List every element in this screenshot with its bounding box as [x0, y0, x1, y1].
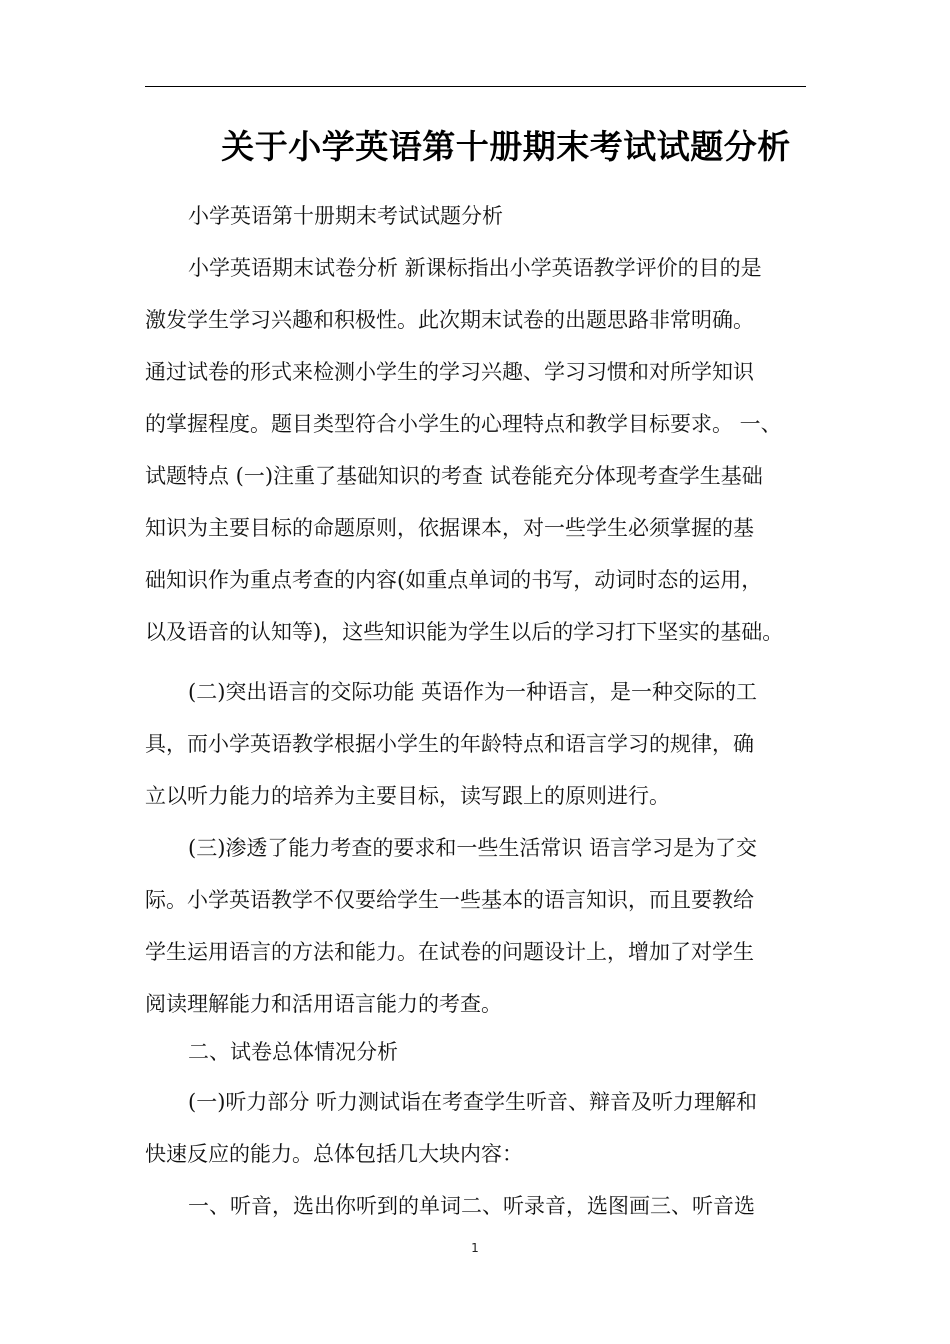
- paragraph-line: 础知识作为重点考查的内容(如重点单词的书写，动词时态的运用，: [145, 568, 763, 592]
- section-heading: 二、试卷总体情况分析: [188, 1040, 398, 1064]
- paragraph-line: 学生运用语言的方法和能力。在试卷的问题设计上，增加了对学生: [145, 940, 754, 964]
- paragraph-line: 的掌握程度。题目类型符合小学生的心理特点和教学目标要求。 一、: [145, 412, 782, 436]
- page-number: 1: [471, 1241, 479, 1255]
- header-rule: [145, 86, 806, 87]
- paragraph-line: 以及语音的认知等)，这些知识能为学生以后的学习打下坚实的基础。: [145, 620, 784, 644]
- paragraph-line: 知识为主要目标的命题原则，依据课本，对一些学生必须掌握的基: [145, 516, 754, 540]
- paragraph-line: (三)渗透了能力考查的要求和一些生活常识 语言学习是为了交: [188, 836, 758, 860]
- paragraph-line: 阅读理解能力和活用语言能力的考查。: [145, 992, 502, 1016]
- paragraph-line: (一)听力部分 听力测试诣在考查学生听音、辩音及听力理解和: [188, 1090, 758, 1114]
- subtitle-line: 小学英语第十册期末考试试题分析: [188, 204, 503, 228]
- paragraph-line: 立以听力能力的培养为主要目标，读写跟上的原则进行。: [145, 784, 670, 808]
- paragraph-line: 激发学生学习兴趣和积极性。此次期末试卷的出题思路非常明确。: [145, 308, 754, 332]
- paragraph-line: 快速反应的能力。总体包括几大块内容：: [145, 1142, 523, 1166]
- document-title: 关于小学英语第十册期末考试试题分析: [221, 127, 791, 166]
- paragraph-line: (二)突出语言的交际功能 英语作为一种语言，是一种交际的工: [188, 680, 758, 704]
- paragraph-line: 小学英语期末试卷分析 新课标指出小学英语教学评价的目的是: [188, 256, 762, 280]
- paragraph-line: 试题特点 (一)注重了基础知识的考查 试卷能充分体现考查学生基础: [145, 464, 763, 488]
- paragraph-line: 一、听音，选出你听到的单词二、听录音，选图画三、听音选: [188, 1194, 755, 1218]
- paragraph-line: 具，而小学英语教学根据小学生的年龄特点和语言学习的规律，确: [145, 732, 754, 756]
- paragraph-line: 际。小学英语教学不仅要给学生一些基本的语言知识，而且要教给: [145, 888, 754, 912]
- paragraph-line: 通过试卷的形式来检测小学生的学习兴趣、学习习惯和对所学知识: [145, 360, 754, 384]
